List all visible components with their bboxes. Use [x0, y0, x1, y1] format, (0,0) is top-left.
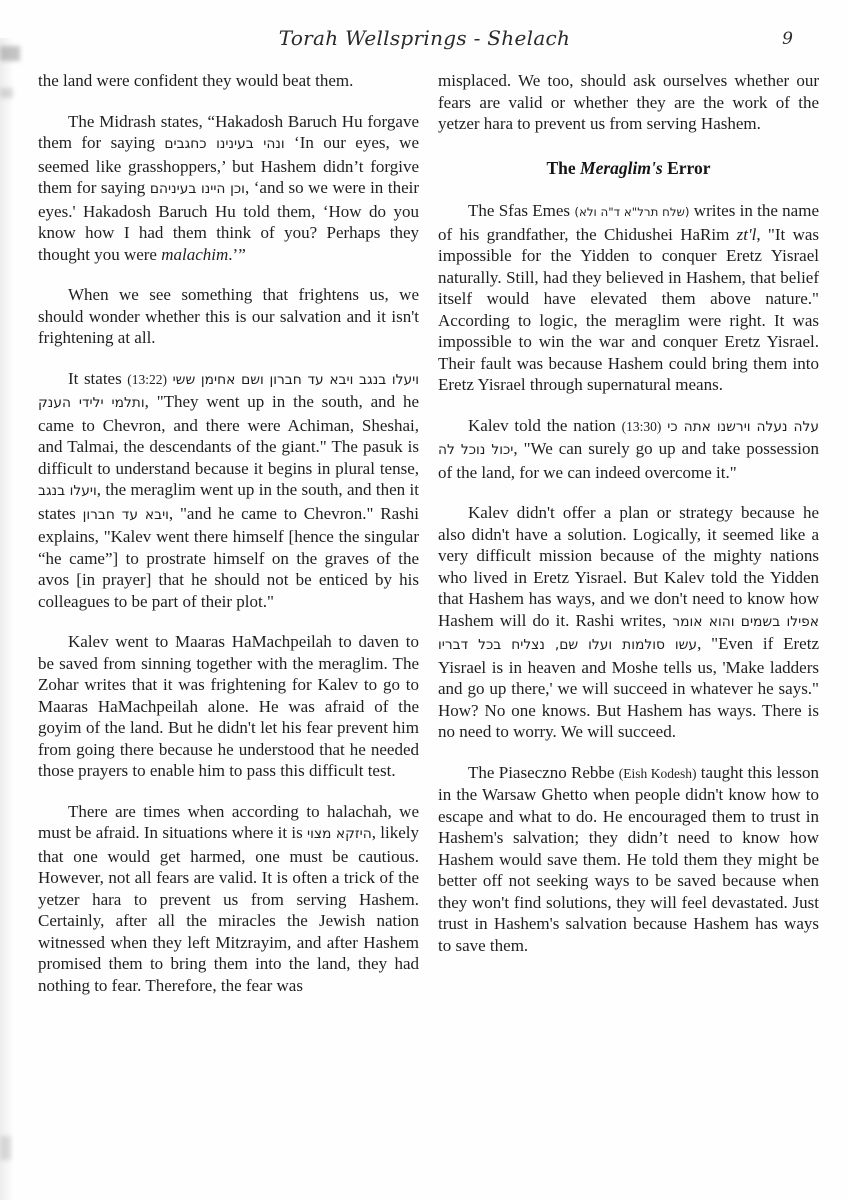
right-column: [438, 70, 819, 1015]
page-number: 9: [782, 29, 793, 49]
citation: (שלח תרל"א ד"ה ולא): [574, 205, 690, 219]
text-run: misplaced. We too, should ask ourselves whether our fears are valid or whether they are the work of the yetzer hara to prevent us from serving Hashem.: [438, 71, 819, 133]
text-run: writes in the name of his grandfather, the Chidushei HaRim: [438, 201, 820, 244]
page-title: Torah Wellsprings - Shelach: [278, 26, 571, 50]
hebrew-text: ויעלו בנגב: [38, 483, 97, 499]
text-run: , "and he came to Chevron." Rashi explains, "Kalev went there himself [hence the singular “he came”] to prostrate himself on the graves of the avos [in prayer] that he should not be enticed by his colleagues to be part of their plot.": [38, 503, 419, 611]
paragraph: [38, 801, 419, 997]
paragraph: [438, 70, 819, 135]
paragraph: [438, 415, 819, 484]
paragraph: [38, 70, 419, 92]
paragraph: [438, 200, 819, 396]
hebrew-text: ונהי בעינינו כחגבים: [164, 136, 285, 152]
text-run: zt'l: [736, 224, 757, 244]
text-run: , "Even if Eretz Yisrael is in heaven and Moshe tells us, 'Make ladders and go up there,' we will succeed in whatever he says." How? No one knows. But Hashem has ways. There is no need to worry. We will succeed.: [438, 634, 819, 741]
text-run: .’”: [228, 244, 246, 264]
text-run: ‘In our eyes, we seemed like grasshoppers,’ but Hashem didn’t forgive them for saying: [38, 133, 419, 197]
text-run: Kalev went to Maaras HaMachpeilah to daven to be saved from sinning together with the meraglim. The Zohar writes that it was frightening for Kalev to go to Maaras HaMachpeilah alone. He was afraid of the goyim of the land. But he didn't let his fear prevent him from going there because he understood that he needed those prayers to enable him to pass this difficult test.: [38, 632, 419, 780]
citation: (13:30): [621, 418, 662, 434]
paragraph: [38, 631, 419, 782]
text-run: The Sfas Emes: [468, 201, 575, 220]
section-heading: [438, 158, 819, 180]
scan-artifact: [0, 1136, 11, 1160]
hebrew-text: ויעלו בנגב ויבא עד חברון ושם אחימן ששי ותלמי ילידי הענק: [38, 371, 419, 411]
text-run: Kalev told the nation: [468, 415, 622, 435]
text-run: When we see something that frightens us, we should wonder whether this is our salvation and it isn't frightening at all.: [38, 285, 419, 347]
citation: (13:22): [127, 371, 168, 387]
text-run: malachim: [161, 244, 229, 264]
text-run: , likely that one would get harmed, one must be cautious. However, not all fears are valid. It is often a trick of the yetzer hara to prevent us from serving Hashem. Certainly, after all the miracles the Jewish nation witnessed when they left Mitzrayim, and after Hashem promised them to bring them into the land, they had nothing to fear. Therefore, the fear was: [38, 823, 419, 995]
paragraph: [38, 368, 419, 613]
paragraph: [438, 502, 819, 743]
paragraph: [38, 111, 419, 266]
scan-artifact: [0, 88, 13, 98]
text-run: taught this lesson in the Warsaw Ghetto when people didn't know how to escape and what to do. He encouraged them to trust in Hashem's salvation; they didn’t need to know how Hashem would save them. He told them they might be better off not seeking ways to be saved because when they won't find solutions, they will feel devastated. Just trust in Hashem's salvation because Hashem has ways to save them.: [438, 762, 819, 955]
text-run: Error: [662, 157, 711, 178]
text-run: The: [546, 157, 581, 178]
text-run: Meraglim's: [580, 157, 663, 178]
text-run: , "We can surely go up and take possession of the land, for we can indeed overcome it.": [438, 439, 820, 482]
left-column: [38, 70, 419, 1015]
hebrew-text: היזקא מצוי: [307, 826, 372, 842]
text-run: There are times when according to halachah, we must be afraid. In situations where it is: [38, 801, 419, 842]
text-run: , ‘and so we were in their eyes.' Hakadosh Baruch Hu told them, ‘How do you know how I had them think of you? Perhaps they thought you were: [38, 178, 419, 264]
text-run: The Midrash states, “Hakadosh Baruch Hu forgave them for saying: [38, 111, 419, 152]
paragraph: [38, 284, 419, 349]
hebrew-text: וכן היינו בעיניהם: [149, 181, 245, 197]
hebrew-text: אפילו בשמים והוא אומר עשו סולמות ועלו שם, נצליח בכל דבריו: [438, 613, 819, 653]
text-run: , the meraglim went up in the south, and then it states: [38, 480, 419, 523]
citation: (Eish Kodesh): [618, 765, 697, 781]
hebrew-text: ויבא עד חברון: [82, 506, 169, 523]
text-run: It states: [68, 368, 128, 388]
text-run: , "They went up in the south, and he came to Chevron, and there were Achiman, Sheshai, and Talmai, the descendants of the giant." The pasuk is difficult to understand because it begins in plural tense,: [38, 392, 419, 478]
text-run: The Piaseczno Rebbe: [468, 762, 619, 782]
text-run: Kalev didn't offer a plan or strategy because he also didn't have a solution. Logically, it seemed like a very difficult mission because of the mighty nations who lived in Eretz Yisrael. But Kalev told the Yidden that Hashem has ways, and we don't need to know how Hashem will do it. Rashi writes,: [438, 503, 819, 630]
two-column-body: [0, 70, 849, 1015]
hebrew-text: עלה נעלה וירשנו אתה כי יכול נוכל לה: [438, 418, 819, 458]
text-run: , "It was impossible for the Yidden to conquer Eretz Yisrael naturally. Still, had they believed in Hashem, that belief itself would have elevated them above nature." According to logic, the meraglim were right. It was impossible to win the war and conquer Eretz Yisrael. Their fault was because Hashem could bring them into Eretz Yisrael through supernatural means.: [438, 224, 820, 394]
paragraph: [438, 762, 819, 957]
text-run: the land were confident they would beat them.: [38, 71, 354, 90]
page-header: [0, 26, 849, 58]
